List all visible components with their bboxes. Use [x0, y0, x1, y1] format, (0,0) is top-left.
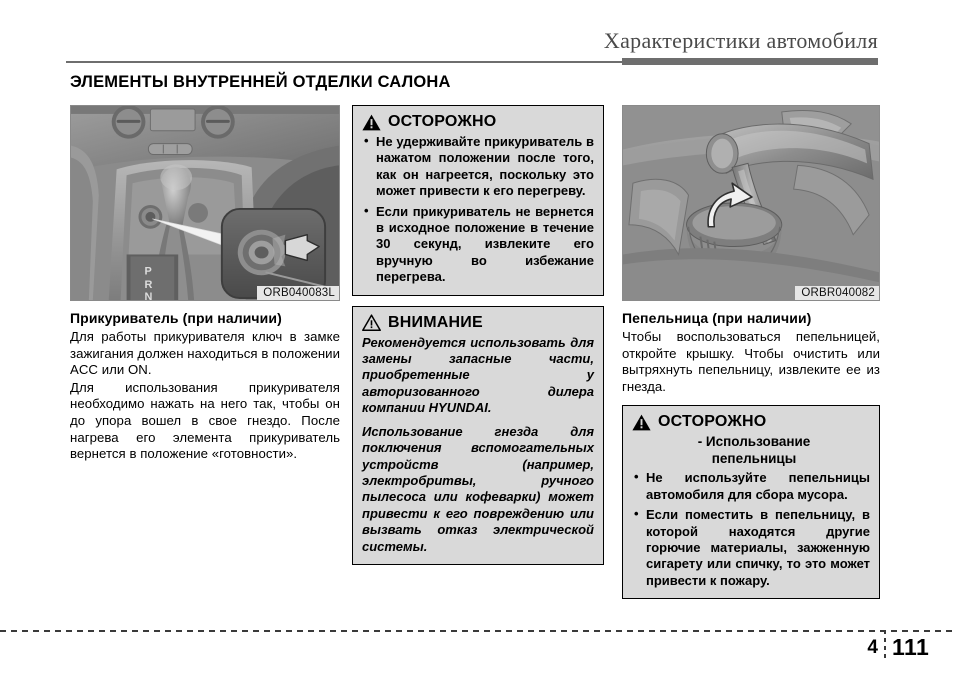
right-column: [622, 105, 880, 599]
warning-box-title-row: [362, 113, 594, 131]
ashtray-warning-subtitle-line1: - Использование: [697, 434, 811, 450]
ashtray-warning-title: ОСТОРОЖНО: [658, 413, 767, 431]
figure-ashtray: [622, 105, 880, 301]
svg-text:R: R: [144, 279, 153, 292]
warning-list-item: • Не используйте пепельницы автомобиля для сбора мусора.: [632, 470, 870, 503]
left-paragraph-1: Для работы прикуривателя ключ в замке зажигания должен находиться в положении ACC или ON.: [70, 329, 340, 378]
right-subhead: Пепельница (при наличии): [622, 310, 812, 326]
middle-column: [352, 105, 604, 565]
warning-list-item: • Не удерживайте прикуриватель в нажатом положении после того, как он нагреется, поскольку это может привести к его перегреву.: [362, 134, 594, 200]
cigarette-lighter-illustration: [71, 106, 339, 300]
warning-box-ashtray: [622, 405, 880, 599]
ashtray-illustration: [623, 106, 879, 300]
notice-box-title: ВНИМАНИЕ: [388, 313, 483, 331]
section-title: ЭЛЕМЕНТЫ ВНУТРЕННЕЙ ОТДЕЛКИ САЛОНА: [70, 73, 451, 91]
footer-divider: [0, 630, 954, 632]
ashtray-warning-list: [632, 470, 870, 589]
warning-list-item: • Если прикуриватель не вернется в исходное положение в течение 30 секунд, извлеките его вручную во избежание перегрева.: [362, 204, 594, 286]
notice-box-lighter: [352, 306, 604, 565]
warning-list-item: • Если поместить в пепельницу, в которой находятся другие горючие материалы, зажженную сигарету или спичку, то это может привести к пожару.: [632, 507, 870, 589]
warning-box-list: [362, 134, 594, 286]
chapter-number: 4: [867, 637, 878, 658]
chapter-title: Характеристики автомобиля: [603, 28, 878, 53]
warning-triangle-solid-icon: [632, 414, 651, 431]
header-rule-right: [622, 58, 878, 65]
ashtray-warning-subtitle-line2: пепельницы: [711, 451, 797, 467]
ashtray-warning-subtitle: [638, 433, 870, 467]
warning-box-lighter: [352, 105, 604, 296]
notice-paragraph-1: Рекомендуется использовать для замены запасные части, приобретенные у авторизованного дилера компании HYUNDAI.: [362, 334, 594, 416]
svg-text:P: P: [144, 265, 152, 278]
page-number: 111: [892, 634, 930, 660]
warning-triangle-solid-icon: [362, 114, 381, 131]
notice-box-title-row: [362, 314, 594, 332]
figure-caption-ashtray: ORBR040082: [795, 286, 879, 300]
left-subhead: Прикуриватель (при наличии): [70, 310, 282, 326]
svg-text:N: N: [144, 291, 153, 300]
box-spacer: [352, 296, 604, 306]
page-header: [0, 28, 954, 62]
left-column: [70, 105, 340, 463]
warning-box-title: ОСТОРОЖНО: [388, 113, 497, 130]
right-paragraph-1: Чтобы воспользоваться пепельницей, откройте крышку. Чтобы очистить или вытряхнуть пепельницу, извлеките ее из гнезда.: [622, 329, 880, 394]
warning-triangle-outline-icon: [362, 314, 381, 331]
ashtray-warning-title-row: [632, 413, 870, 431]
figure-cigarette-lighter: [70, 105, 340, 301]
header-rule-left: [66, 61, 624, 63]
box-spacer: [622, 395, 880, 405]
footer-vertical-divider: [884, 630, 886, 658]
left-paragraph-2: Для использования прикуривателя необходимо нажать на него так, чтобы он до упора вошел в свое гнездо. После нагрева его элемента прикуриватель вернется в положение «готовности».: [70, 379, 340, 462]
notice-paragraph-2: Использование гнезда для поключения вспомогательных устройств (например, электробритвы, ручного пылесоса или кофеварки) может привести к его повреждению или вызвать отказ электрической системы.: [362, 423, 594, 554]
figure-caption-lighter: ORB040083L: [257, 286, 339, 300]
